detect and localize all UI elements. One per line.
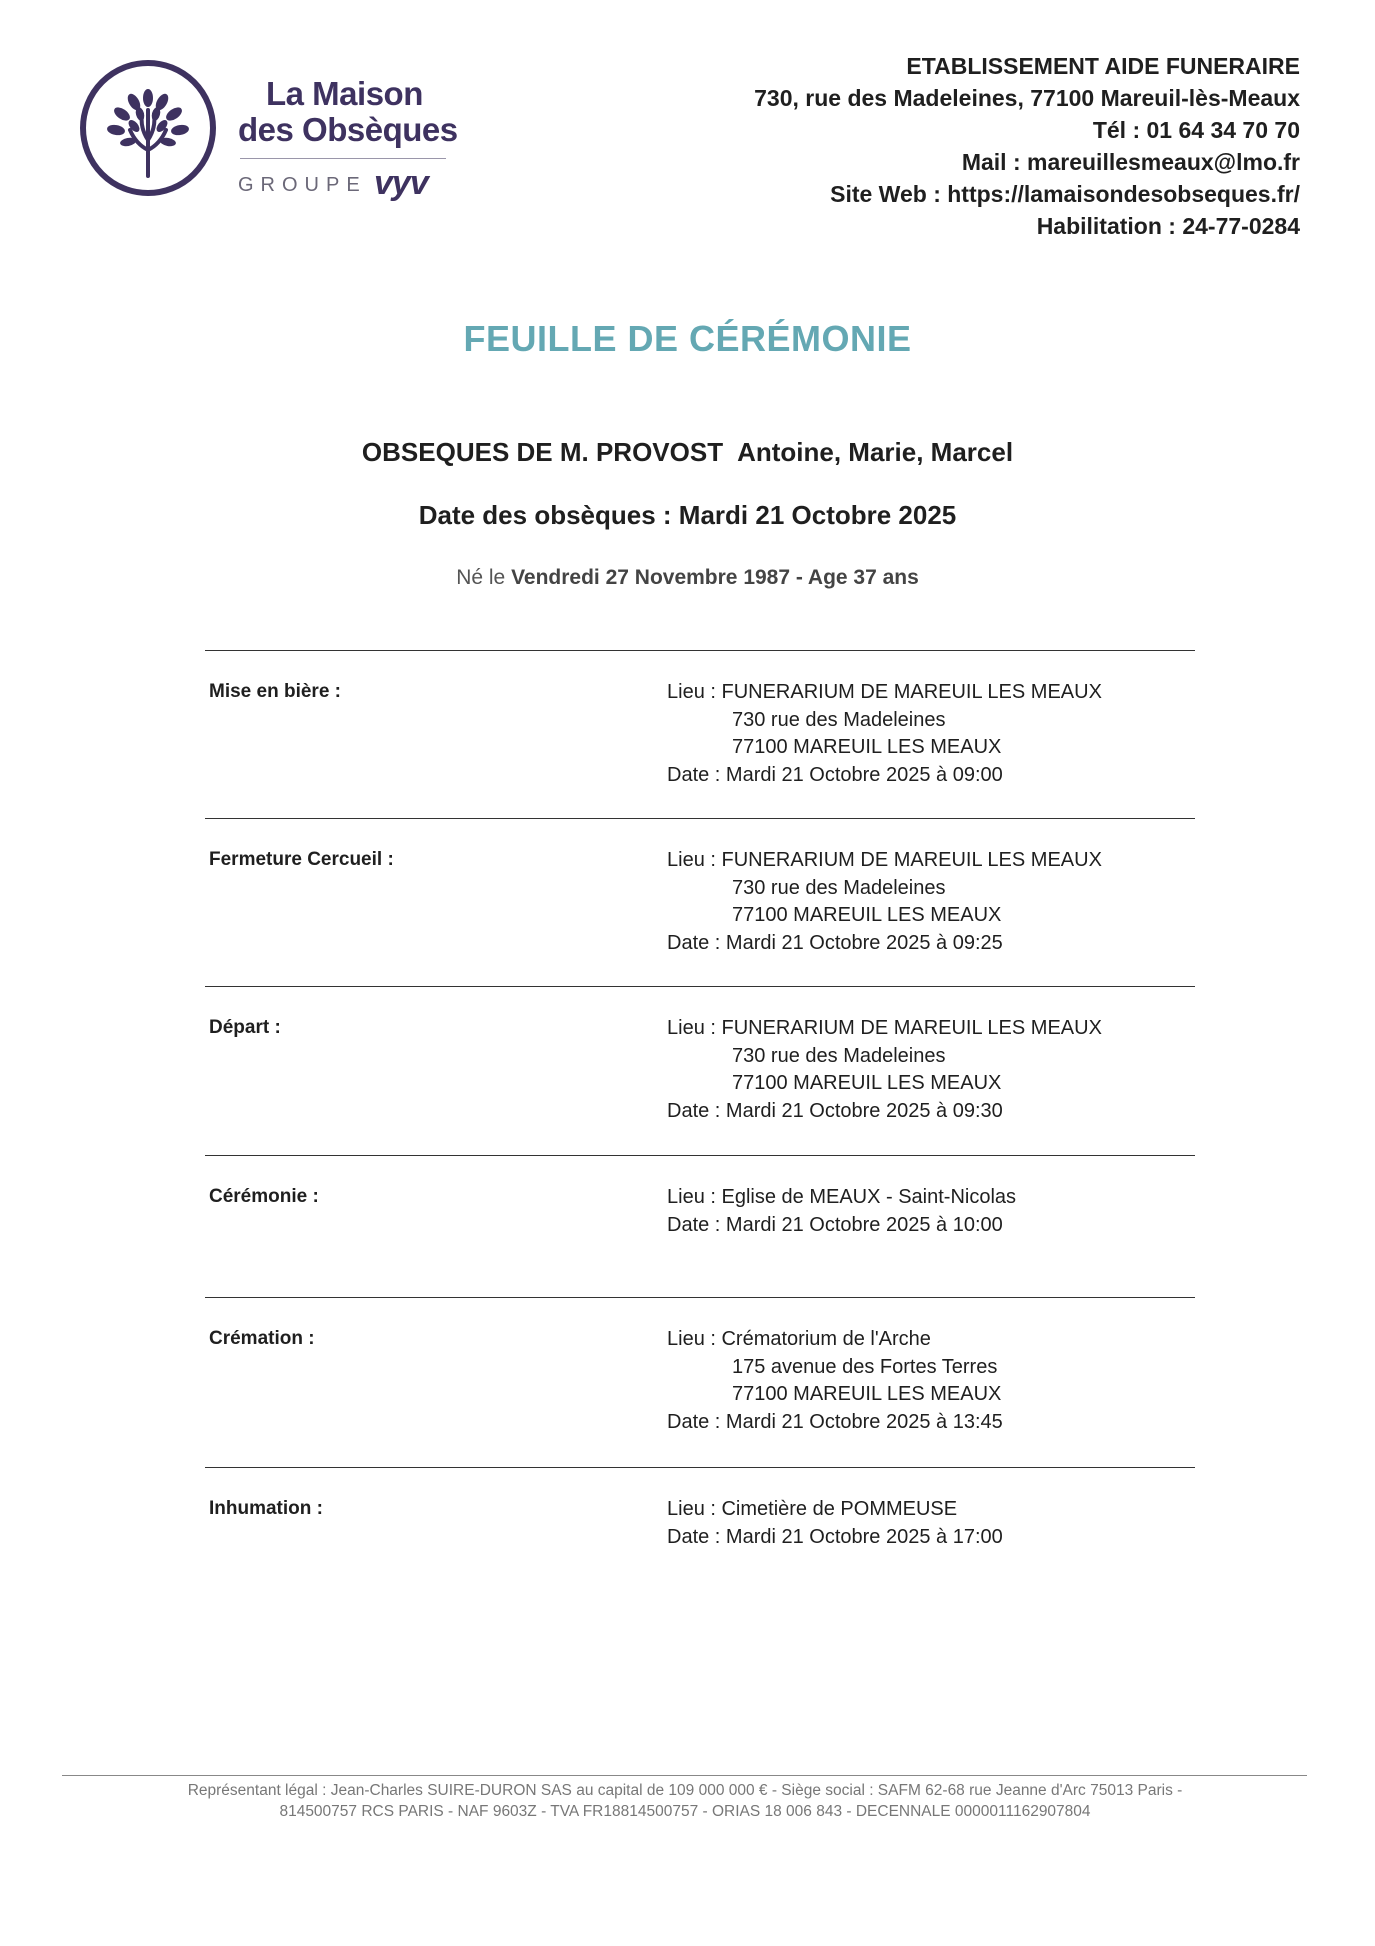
section-label: Inhumation : <box>209 1498 323 1519</box>
group-label: GROUPE <box>238 174 367 196</box>
section-address-line2: 77100 MAREUIL LES MEAUX <box>732 1072 1002 1094</box>
section-lieu: Lieu : Crématorium de l'Arche <box>667 1328 931 1350</box>
section-details <box>667 1184 1016 1239</box>
birth-date: Vendredi 27 Novembre 1987 - Age 37 ans <box>511 566 919 589</box>
section-lieu: Lieu : FUNERARIUM DE MAREUIL LES MEAUX <box>667 681 1102 703</box>
deceased-first-names: Antoine, Marie, Marcel <box>737 437 1014 467</box>
section-address-line1: 175 avenue des Fortes Terres <box>732 1355 998 1378</box>
section-details <box>667 679 1102 789</box>
brand-name <box>238 76 458 148</box>
section-date: Date : Mardi 21 Octobre 2025 à 10:00 <box>667 1213 1003 1236</box>
tree-logo-icon <box>78 58 218 198</box>
section-date: Date : Mardi 21 Octobre 2025 à 17:00 <box>667 1525 1003 1548</box>
document-title: FEUILLE DE CÉRÉMONIE <box>463 318 912 359</box>
section-date: Date : Mardi 21 Octobre 2025 à 09:00 <box>667 763 1003 786</box>
section-address-line2: 77100 MAREUIL LES MEAUX <box>732 1383 1002 1405</box>
brand-divider <box>240 158 446 159</box>
section-label: Fermeture Cercueil : <box>209 849 394 870</box>
brand-name-line1: La Maison <box>266 75 423 112</box>
ceremony-schedule <box>205 650 1195 1588</box>
section-label: Crémation : <box>209 1328 315 1349</box>
establishment-habilitation: Habilitation : 24-77-0284 <box>1036 213 1300 239</box>
establishment-title: ETABLISSEMENT AIDE FUNERAIRE <box>906 53 1300 79</box>
section-label: Départ : <box>209 1017 281 1038</box>
birth-info <box>0 566 1375 590</box>
footer-line2: 814500757 RCS PARIS - NAF 9603Z - TVA FR18814500757 - ORIAS 18 006 843 - DECENNALE 0000011162907804 <box>279 1803 1091 1820</box>
section-lieu: Lieu : Eglise de MEAUX - Saint-Nicolas <box>667 1186 1017 1208</box>
funeral-date: Date des obsèques : Mardi 21 Octobre 2025 <box>418 500 957 530</box>
section-mise-en-biere <box>205 651 1195 818</box>
section-depart <box>205 987 1195 1155</box>
establishment-website: Site Web : https://lamaisondesobseques.fr/ <box>830 181 1300 207</box>
section-cremation <box>205 1298 1195 1467</box>
section-date: Date : Mardi 21 Octobre 2025 à 13:45 <box>667 1410 1003 1433</box>
section-details <box>667 1326 1003 1436</box>
section-address-line1: 730 rue des Madeleines <box>732 1044 946 1067</box>
section-address-line2: 77100 MAREUIL LES MEAUX <box>732 736 1002 758</box>
section-lieu: Lieu : FUNERARIUM DE MAREUIL LES MEAUX <box>667 1017 1102 1039</box>
section-label: Mise en bière : <box>209 681 341 702</box>
group-name: vyv <box>374 164 428 202</box>
section-details <box>667 1496 1003 1551</box>
deceased-prefix: OBSEQUES DE M. PROVOST <box>361 437 724 467</box>
establishment-mail: Mail : mareuillesmeaux@lmo.fr <box>961 149 1300 175</box>
section-date: Date : Mardi 21 Octobre 2025 à 09:25 <box>667 931 1003 954</box>
establishment-info <box>754 50 1300 242</box>
birth-prefix: Né le <box>456 566 506 589</box>
establishment-phone: Tél : 01 64 34 70 70 <box>1092 117 1300 143</box>
deceased-heading <box>0 437 1375 468</box>
section-inhumation <box>205 1468 1195 1588</box>
brand-logo <box>78 58 458 208</box>
section-date: Date : Mardi 21 Octobre 2025 à 09:30 <box>667 1099 1003 1122</box>
legal-footer <box>60 1780 1310 1822</box>
footer-divider <box>62 1775 1307 1776</box>
section-lieu: Lieu : Cimetière de POMMEUSE <box>667 1498 958 1520</box>
section-address-line1: 730 rue des Madeleines <box>732 876 946 899</box>
section-label: Cérémonie : <box>209 1186 319 1207</box>
section-details <box>667 847 1102 957</box>
section-ceremonie <box>205 1156 1195 1297</box>
footer-line1: Représentant légal : Jean-Charles SUIRE-DURON SAS au capital de 109 000 000 € - Siège social : SAFM 62-68 rue Jeanne d'Arc 75013 Paris - <box>187 1782 1183 1799</box>
establishment-address: 730, rue des Madeleines, 77100 Mareuil-lès-Meaux <box>754 85 1300 111</box>
section-fermeture-cercueil <box>205 819 1195 986</box>
section-lieu: Lieu : FUNERARIUM DE MAREUIL LES MEAUX <box>667 849 1102 871</box>
brand-name-line2: des Obsèques <box>238 111 458 148</box>
section-details <box>667 1015 1102 1125</box>
section-address-line2: 77100 MAREUIL LES MEAUX <box>732 904 1002 926</box>
section-address-line1: 730 rue des Madeleines <box>732 708 946 731</box>
